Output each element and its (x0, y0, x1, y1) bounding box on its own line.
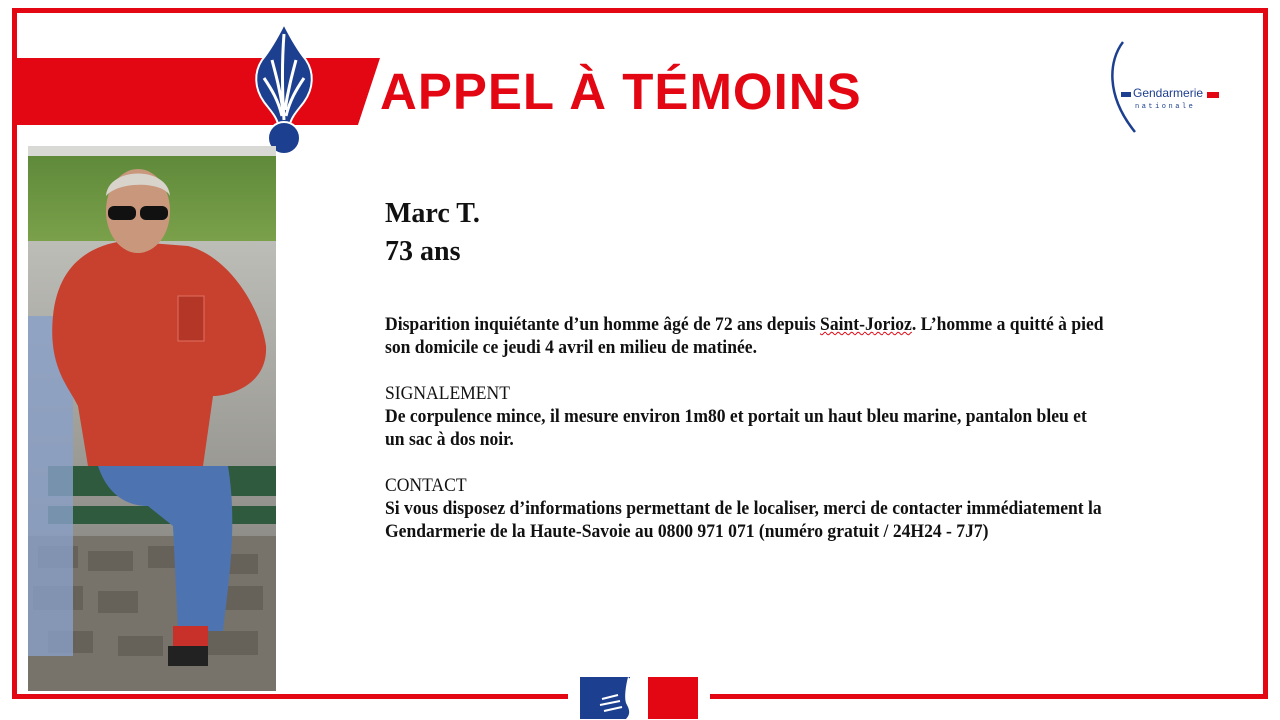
notice-body (385, 314, 1104, 567)
gendarmerie-nationale-logo (1105, 40, 1225, 135)
logo-subtext: nationale (1135, 103, 1196, 111)
signalement-text: De corpulence mince, il mesure environ 1m80 et portait un haut bleu marine, pantalon bleu et (385, 407, 1087, 427)
description-text: son domicile ce jeudi 4 avril en milieu de matinée. (385, 338, 757, 358)
republique-francaise-logo (580, 677, 698, 719)
place-name: Saint-Jorioz (820, 315, 912, 335)
description-text: Disparition inquiétante d’un homme âgé de 72 ans depuis (385, 315, 821, 335)
person-age: 73 ans (385, 236, 461, 267)
signalement-text: un sac à dos noir. (385, 430, 514, 450)
logo-text: Gendarmerie (1133, 86, 1204, 100)
bottom-border-left (12, 694, 568, 699)
contact-text: Si vous disposez d’informations permettant de le localiser, merci de contacter immédiatement la (385, 499, 1102, 519)
page-title: APPEL À TÉMOINS (380, 63, 862, 120)
contact-heading: CONTACT (385, 476, 467, 496)
signalement-heading: SIGNALEMENT (385, 384, 510, 404)
gendarmerie-grenade-icon (248, 20, 320, 156)
missing-person-photo (28, 146, 276, 691)
contact-text: Gendarmerie de la Haute-Savoie au 0800 971 071 (numéro gratuit / 24H24 - 7J7) (385, 522, 989, 542)
description-text: . L’homme a quitté à pied (911, 315, 1104, 335)
person-details (385, 195, 480, 271)
person-name: Marc T. (385, 198, 480, 229)
description (385, 314, 1104, 360)
header-red-band (12, 58, 380, 125)
signalement-section (385, 383, 1104, 452)
bottom-border-right (710, 694, 1268, 699)
contact-section (385, 475, 1104, 544)
